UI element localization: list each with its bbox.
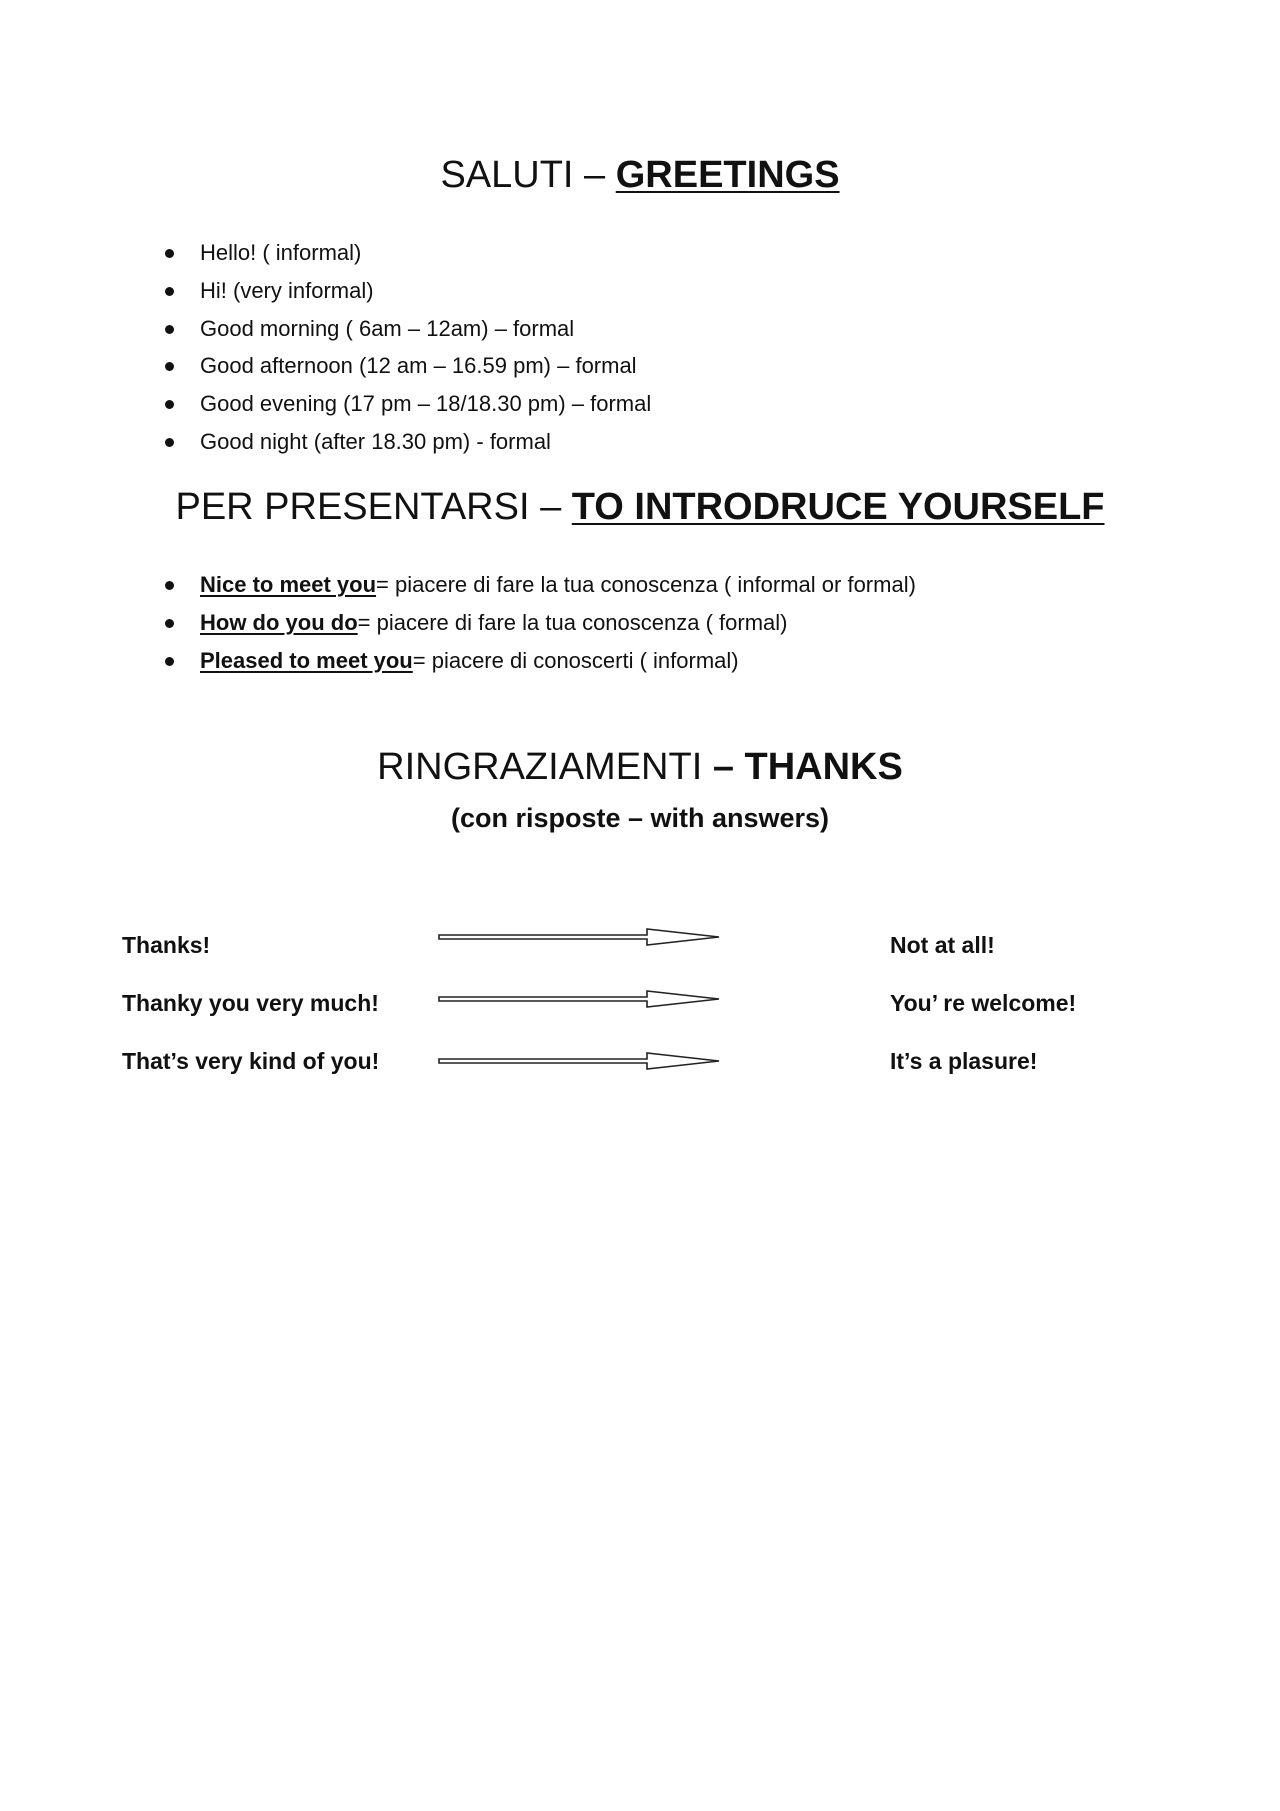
greetings-heading-bold: GREETINGS — [615, 154, 840, 196]
introduce-heading — [0, 486, 1280, 529]
list-item — [160, 347, 651, 385]
thanks-phrase: Thanky you very much! — [122, 990, 379, 1016]
list-item — [160, 310, 651, 348]
thanks-reply: It’s a plasure! — [890, 1048, 1038, 1074]
list-item — [160, 385, 651, 423]
list-item — [160, 604, 916, 642]
thanks-subtitle: (con risposte – with answers) — [450, 803, 830, 833]
right-arrow-icon — [437, 983, 723, 1013]
thanks-heading-bold: – THANKS — [712, 746, 903, 788]
thanks-row — [0, 925, 1280, 965]
phrase-meaning: = piacere di conoscerti ( informal) — [412, 647, 739, 673]
phrase-meaning: = piacere di fare la tua conoscenza ( formal) — [357, 609, 788, 635]
thanks-heading — [0, 746, 1280, 789]
thanks-phrase: Thanks! — [122, 932, 211, 958]
greeting-text: Hi! (very informal) — [200, 277, 374, 303]
list-item — [160, 272, 651, 310]
phrase-meaning: = piacere di fare la tua conoscenza ( informal or formal) — [376, 572, 916, 597]
greetings-heading-normal: SALUTI – — [440, 154, 616, 196]
phrase-term: How do you do — [200, 609, 358, 635]
phrase-term: Nice to meet you — [200, 572, 377, 597]
thanks-phrase: That’s very kind of you! — [122, 1048, 380, 1074]
right-arrow-icon — [437, 1041, 723, 1071]
bullet-icon — [165, 581, 174, 590]
list-item — [160, 642, 916, 680]
thanks-reply: You’ re welcome! — [890, 990, 1077, 1016]
greetings-heading — [0, 154, 1280, 197]
thanks-row — [0, 1041, 1280, 1081]
greeting-text: Hello! ( informal) — [200, 240, 362, 265]
phrase-term: Pleased to meet you — [200, 647, 413, 673]
list-item — [160, 234, 651, 272]
bullet-icon — [165, 325, 174, 334]
bullet-icon — [165, 657, 174, 666]
introduce-list — [160, 566, 916, 679]
greeting-text: Good afternoon (12 am – 16.59 pm) – formal — [200, 353, 637, 379]
bullet-icon — [165, 287, 174, 296]
greeting-text: Good evening (17 pm – 18/18.30 pm) – formal — [200, 391, 652, 417]
list-item — [160, 566, 916, 604]
bullet-icon — [165, 400, 174, 409]
bullet-icon — [165, 362, 174, 371]
greetings-list — [160, 234, 651, 461]
bullet-icon — [165, 249, 174, 258]
bullet-icon — [165, 438, 174, 447]
list-item — [160, 423, 651, 461]
right-arrow-icon — [437, 925, 723, 955]
introduce-heading-normal: PER PRESENTARSI – — [175, 486, 572, 528]
greeting-text: Good night (after 18.30 pm) - formal — [200, 428, 551, 454]
introduce-heading-bold: TO INTRODRUCE YOURSELF — [571, 486, 1105, 528]
greeting-text: Good morning ( 6am – 12am) – formal — [200, 315, 575, 341]
thanks-reply: Not at all! — [890, 932, 995, 958]
bullet-icon — [165, 619, 174, 628]
thanks-heading-normal: RINGRAZIAMENTI — [377, 746, 713, 788]
thanks-row — [0, 983, 1280, 1023]
